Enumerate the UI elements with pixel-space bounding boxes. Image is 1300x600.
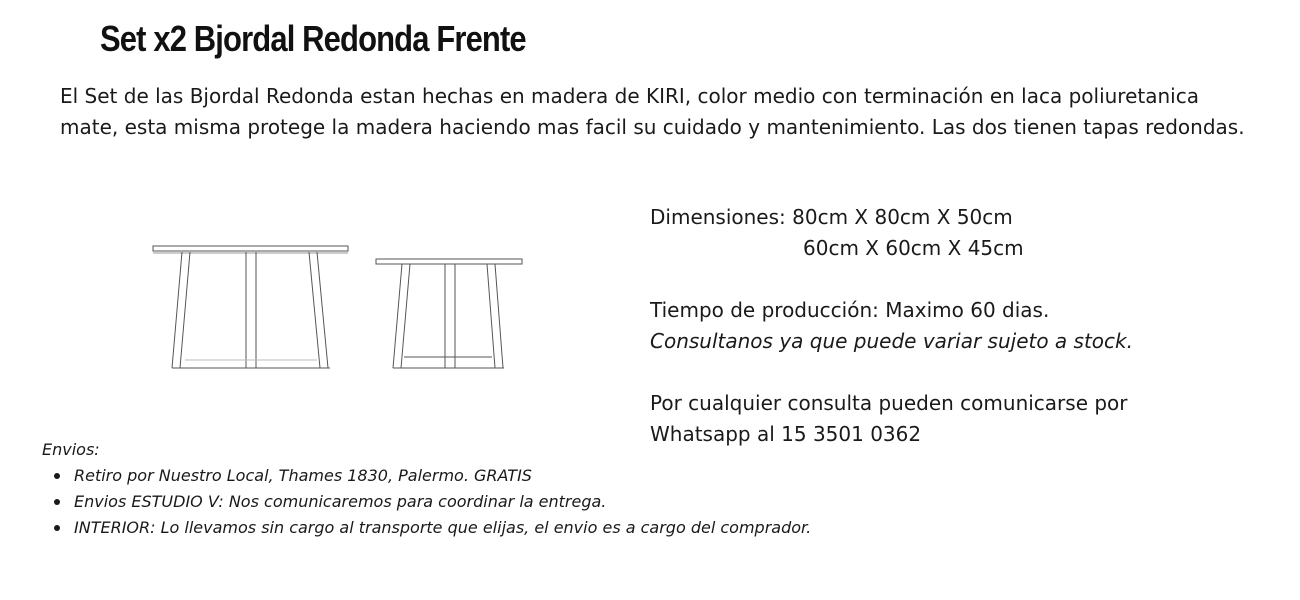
shipping-section [42, 437, 811, 541]
spacer [650, 357, 1133, 388]
large-table-drawing [153, 246, 348, 368]
table-front-view-drawing [145, 236, 535, 376]
list-item: INTERIOR: Lo llevamos sin cargo al transporte que elijas, el envio es a cargo del comprador. [74, 515, 811, 541]
list-item: Envios ESTUDIO V: Nos comunicaremos para coordinar la entrega. [74, 489, 811, 515]
shipping-list [42, 463, 811, 541]
specs-panel [650, 202, 1133, 450]
product-description: El Set de las Bjordal Redonda estan hechas en madera de KIRI, color medio con terminación en laca poliuretanica mate, esta misma protege la madera haciendo mas facil su cuidado y mantenimiento. Las dos tienen tapas redondas. [60, 84, 1245, 139]
spacer [650, 264, 1133, 295]
small-table-drawing [376, 259, 522, 368]
shipping-title: Envios: [42, 440, 100, 459]
list-item: Retiro por Nuestro Local, Thames 1830, Palermo. GRATIS [74, 463, 811, 489]
production-time: Tiempo de producción: Maximo 60 dias. [650, 298, 1050, 322]
stock-note: Consultanos ya que puede variar sujeto a stock. [650, 329, 1133, 353]
dimensions-line-1: Dimensiones: 80cm X 80cm X 50cm [650, 205, 1013, 229]
product-title: Set x2 Bjordal Redonda Frente [100, 18, 526, 59]
contact-line-2: Whatsapp al 15 3501 0362 [650, 422, 922, 446]
contact-line-1: Por cualquier consulta pueden comunicarse por [650, 391, 1128, 415]
dimensions-line-2: 60cm X 60cm X 45cm [803, 236, 1024, 260]
